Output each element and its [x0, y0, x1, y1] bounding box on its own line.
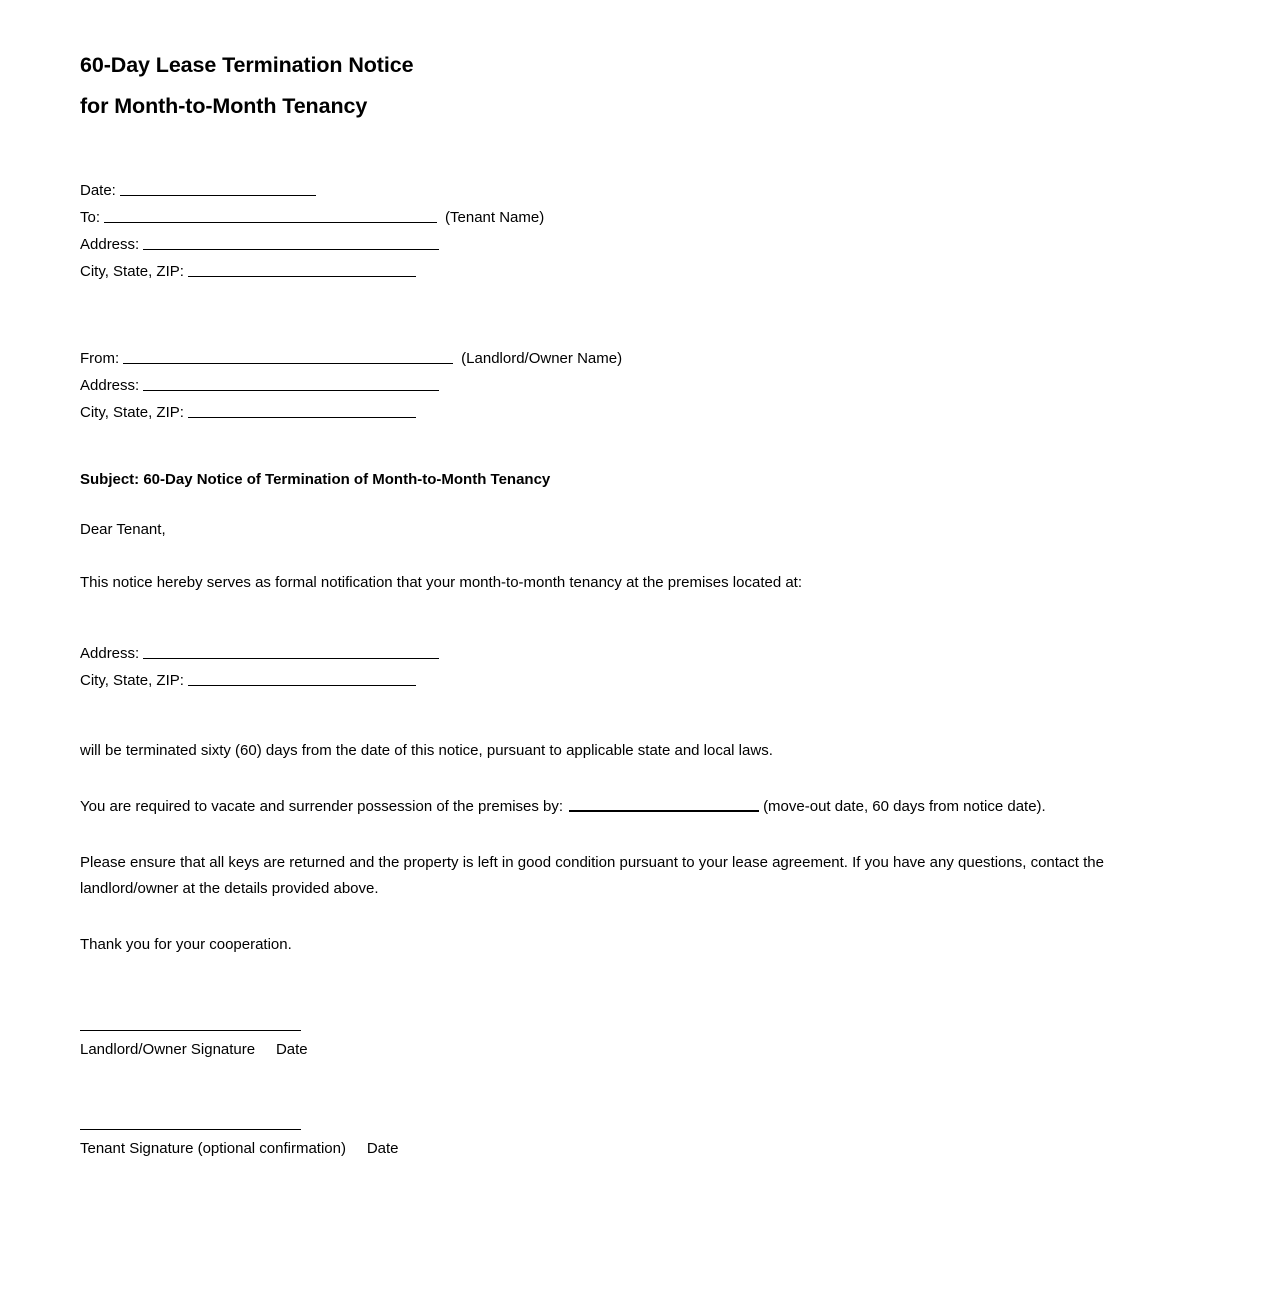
spacer-between-parties — [80, 285, 1180, 345]
spacer-between-signatures — [80, 1060, 1180, 1129]
tenant-city-blank[interactable] — [188, 263, 416, 277]
intro-paragraph: This notice hereby serves as formal notification that your month-to-month tenancy at the premises located at: — [80, 574, 803, 591]
spacer-before-closing — [80, 902, 1180, 932]
spacer-before-premises — [80, 596, 1180, 640]
landlord-city-label: City, State, ZIP: — [80, 404, 184, 421]
landlord-signature-line[interactable] — [80, 1030, 301, 1031]
field-row-landlord-city — [80, 399, 1180, 426]
premises-address-blank[interactable] — [143, 645, 439, 659]
field-row-tenant-name — [80, 204, 1180, 231]
spacer-before-vacate — [80, 764, 1180, 794]
landlord-signature-caption: Landlord/Owner Signature Date — [80, 1041, 308, 1058]
closing-line: Thank you for your cooperation. — [80, 936, 292, 953]
to-label: To: — [80, 209, 101, 226]
keys-paragraph: Please ensure that all keys are returned and the property is left in good condition pursuant to your lease agreement. If you have any questions, contact the landlord/owner at the details provided above. — [80, 854, 1104, 897]
date-label: Date: — [80, 182, 116, 199]
landlord-address-label: Address: — [80, 377, 140, 394]
spacer-before-signatures — [80, 958, 1180, 1030]
field-row-landlord-name — [80, 345, 1180, 372]
premises-address-label: Address: — [80, 645, 140, 662]
recipient-block — [80, 177, 1180, 285]
spacer-before-keys — [80, 820, 1180, 850]
vacate-paragraph — [80, 794, 1178, 820]
spacer-before-subject — [80, 426, 1180, 470]
date-blank[interactable] — [120, 182, 316, 196]
field-row-premises-city — [80, 667, 1180, 694]
subject-line: Subject: 60-Day Notice of Termination of Month-to-Month Tenancy — [80, 471, 551, 488]
tenant-address-label: Address: — [80, 236, 140, 253]
vacate-trail-text: (move-out date, 60 days from notice date). — [763, 798, 1046, 815]
tenant-signature-caption: Tenant Signature (optional confirmation) Date — [80, 1140, 399, 1157]
landlord-signature-block — [80, 1030, 1180, 1060]
termination-paragraph: will be terminated sixty (60) days from the date of this notice, pursuant to applicable state and local laws. — [80, 742, 773, 759]
tenant-name-suffix: (Tenant Name) — [445, 209, 545, 226]
spacer-before-termination — [80, 694, 1180, 738]
field-row-tenant-city — [80, 258, 1180, 285]
title-line-1: 60-Day Lease Termination Notice — [80, 53, 414, 77]
premises-block — [80, 640, 1180, 694]
field-row-premises-address — [80, 640, 1180, 667]
title-line-2: for Month-to-Month Tenancy — [80, 93, 368, 118]
landlord-name-blank[interactable] — [123, 350, 453, 364]
tenant-name-blank[interactable] — [104, 209, 437, 223]
field-row-date — [80, 177, 1180, 204]
from-label: From: — [80, 350, 120, 367]
premises-city-label: City, State, ZIP: — [80, 672, 184, 689]
tenant-signature-block — [80, 1129, 1180, 1159]
landlord-city-blank[interactable] — [188, 404, 416, 418]
move-out-date-blank[interactable] — [569, 798, 759, 812]
spacer-after-salutation — [80, 540, 1180, 570]
salutation: Dear Tenant, — [80, 521, 166, 538]
tenant-city-label: City, State, ZIP: — [80, 263, 184, 280]
vacate-lead-text: You are required to vacate and surrender possession of the premises by: — [80, 798, 564, 815]
spacer-after-title — [80, 117, 1180, 177]
tenant-address-blank[interactable] — [143, 236, 439, 250]
page-title — [80, 55, 1180, 117]
tenant-signature-line[interactable] — [80, 1129, 301, 1130]
landlord-address-blank[interactable] — [143, 377, 439, 391]
spacer-after-subject — [80, 490, 1180, 520]
sender-block — [80, 345, 1180, 426]
premises-city-blank[interactable] — [188, 672, 416, 686]
document-content — [80, 55, 1180, 1159]
field-row-landlord-address — [80, 372, 1180, 399]
field-row-tenant-address — [80, 231, 1180, 258]
landlord-name-suffix: (Landlord/Owner Name) — [461, 350, 623, 367]
